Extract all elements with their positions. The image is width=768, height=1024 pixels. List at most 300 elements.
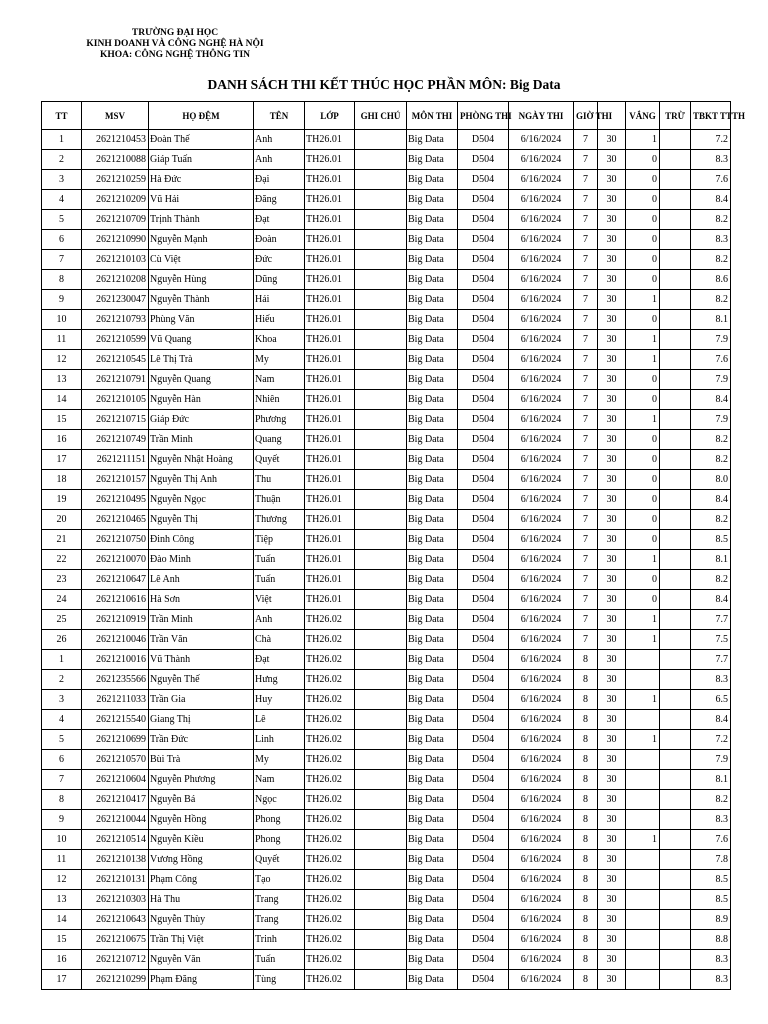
cell-ghi-chu [355, 450, 407, 470]
cell-tru [660, 930, 691, 950]
cell-tru [660, 230, 691, 250]
table-row [42, 470, 731, 490]
cell-phong-thi: D504 [458, 810, 509, 830]
table-row [42, 350, 731, 370]
cell-ho-dem: Vũ Quang [149, 330, 254, 350]
cell-ghi-chu [355, 930, 407, 950]
cell-ghi-chu [355, 410, 407, 430]
cell-mon-thi: Big Data [407, 850, 458, 870]
table-row [42, 510, 731, 530]
cell-ngay-thi: 6/16/2024 [509, 470, 574, 490]
cell-ho-dem: Vương Hồng [149, 850, 254, 870]
table-row [42, 250, 731, 270]
cell-tt: 11 [42, 330, 82, 350]
cell-ngay-thi: 6/16/2024 [509, 370, 574, 390]
cell-mon-thi: Big Data [407, 670, 458, 690]
cell-ghi-chu [355, 490, 407, 510]
cell-gio-thi: 7 [574, 170, 598, 190]
cell-msv: 2621210791 [82, 370, 149, 390]
table-row [42, 650, 731, 670]
cell-ngay-thi: 6/16/2024 [509, 310, 574, 330]
cell-ten: Phong [254, 830, 305, 850]
cell-vang [626, 910, 660, 930]
cell-tt: 17 [42, 970, 82, 990]
cell-ten: Nam [254, 370, 305, 390]
cell-lop: TH26.01 [305, 170, 355, 190]
cell-ho-dem: Nguyễn Hùng [149, 270, 254, 290]
cell-lop: TH26.01 [305, 530, 355, 550]
cell-tru [660, 130, 691, 150]
cell-ghi-chu [355, 890, 407, 910]
cell-phong-thi: D504 [458, 870, 509, 890]
cell-lop: TH26.01 [305, 250, 355, 270]
cell-msv: 2621210750 [82, 530, 149, 550]
cell-msv: 2621210299 [82, 970, 149, 990]
table-header-row [42, 102, 731, 130]
column-header-ho-dem: HỌ ĐỆM [149, 102, 254, 130]
cell-tt: 15 [42, 930, 82, 950]
cell-lop: TH26.02 [305, 750, 355, 770]
cell-vang [626, 850, 660, 870]
cell-msv: 2621210103 [82, 250, 149, 270]
cell-lop: TH26.02 [305, 670, 355, 690]
cell-gio-thi: 8 [574, 690, 598, 710]
cell-ten: Anh [254, 150, 305, 170]
cell-gio-thi: 7 [574, 150, 598, 170]
cell-ngay-thi: 6/16/2024 [509, 750, 574, 770]
cell-tt: 14 [42, 910, 82, 930]
cell-msv: 2621210131 [82, 870, 149, 890]
cell-lop: TH26.02 [305, 710, 355, 730]
cell-ten: My [254, 750, 305, 770]
table-row [42, 150, 731, 170]
cell-lop: TH26.02 [305, 610, 355, 630]
cell-ho-dem: Nguyễn Mạnh [149, 230, 254, 250]
cell-ghi-chu [355, 710, 407, 730]
cell-vang [626, 770, 660, 790]
cell-phong-thi: D504 [458, 830, 509, 850]
cell-tbkt-ttth: 8.2 [691, 570, 731, 590]
cell-phut-thi: 30 [598, 190, 626, 210]
cell-tru [660, 530, 691, 550]
cell-tru [660, 450, 691, 470]
cell-ghi-chu [355, 350, 407, 370]
cell-ten: Đức [254, 250, 305, 270]
cell-ghi-chu [355, 730, 407, 750]
cell-tru [660, 610, 691, 630]
cell-phong-thi: D504 [458, 170, 509, 190]
document-title: DANH SÁCH THI KẾT THÚC HỌC PHẦN MÔN: Big Data [207, 77, 561, 92]
cell-ten: Tạo [254, 870, 305, 890]
cell-phut-thi: 30 [598, 310, 626, 330]
cell-tt: 26 [42, 630, 82, 650]
cell-ho-dem: Nguyễn Văn [149, 950, 254, 970]
cell-phong-thi: D504 [458, 410, 509, 430]
cell-phong-thi: D504 [458, 630, 509, 650]
cell-ho-dem: Nguyễn Hồng [149, 810, 254, 830]
column-header-vang: VẮNG [626, 102, 660, 130]
cell-mon-thi: Big Data [407, 350, 458, 370]
cell-mon-thi: Big Data [407, 830, 458, 850]
cell-phut-thi: 30 [598, 850, 626, 870]
cell-vang: 0 [626, 430, 660, 450]
cell-tbkt-ttth: 8.3 [691, 810, 731, 830]
cell-tru [660, 270, 691, 290]
table-row [42, 570, 731, 590]
cell-vang: 0 [626, 510, 660, 530]
cell-tt: 16 [42, 430, 82, 450]
cell-ho-dem: Trần Đức [149, 730, 254, 750]
cell-ten: Phương [254, 410, 305, 430]
cell-vang: 1 [626, 550, 660, 570]
cell-ten: Tuấn [254, 550, 305, 570]
cell-tru [660, 750, 691, 770]
table-row [42, 230, 731, 250]
cell-ngay-thi: 6/16/2024 [509, 390, 574, 410]
cell-mon-thi: Big Data [407, 690, 458, 710]
cell-ngay-thi: 6/16/2024 [509, 530, 574, 550]
cell-msv: 2621210643 [82, 910, 149, 930]
cell-ho-dem: Nguyễn Ngọc [149, 490, 254, 510]
cell-tt: 2 [42, 670, 82, 690]
cell-tbkt-ttth: 7.8 [691, 850, 731, 870]
cell-tt: 1 [42, 130, 82, 150]
cell-msv: 2621210675 [82, 930, 149, 950]
cell-vang [626, 970, 660, 990]
cell-lop: TH26.02 [305, 630, 355, 650]
cell-ho-dem: Phạm Đăng [149, 970, 254, 990]
cell-tbkt-ttth: 8.8 [691, 930, 731, 950]
cell-tt: 7 [42, 250, 82, 270]
cell-mon-thi: Big Data [407, 310, 458, 330]
cell-tru [660, 650, 691, 670]
cell-lop: TH26.02 [305, 850, 355, 870]
column-header-phong-thi: PHÒNG THI [458, 102, 509, 130]
cell-gio-thi: 7 [574, 390, 598, 410]
cell-ngay-thi: 6/16/2024 [509, 670, 574, 690]
cell-ngay-thi: 6/16/2024 [509, 490, 574, 510]
table-row [42, 810, 731, 830]
cell-vang: 1 [626, 730, 660, 750]
cell-phut-thi: 30 [598, 790, 626, 810]
cell-ten: Ngọc [254, 790, 305, 810]
cell-gio-thi: 7 [574, 530, 598, 550]
table-row [42, 830, 731, 850]
cell-tru [660, 210, 691, 230]
cell-gio-thi: 8 [574, 930, 598, 950]
cell-phong-thi: D504 [458, 690, 509, 710]
cell-phut-thi: 30 [598, 750, 626, 770]
cell-msv: 2621210514 [82, 830, 149, 850]
cell-phut-thi: 30 [598, 570, 626, 590]
cell-lop: TH26.01 [305, 470, 355, 490]
cell-tt: 9 [42, 810, 82, 830]
cell-gio-thi: 8 [574, 750, 598, 770]
cell-ghi-chu [355, 230, 407, 250]
cell-tru [660, 630, 691, 650]
cell-vang [626, 950, 660, 970]
cell-mon-thi: Big Data [407, 150, 458, 170]
cell-phut-thi: 30 [598, 630, 626, 650]
cell-msv: 2621210616 [82, 590, 149, 610]
cell-ghi-chu [355, 610, 407, 630]
cell-phong-thi: D504 [458, 550, 509, 570]
cell-tbkt-ttth: 8.3 [691, 670, 731, 690]
cell-tru [660, 350, 691, 370]
cell-ho-dem: Nguyễn Thị [149, 510, 254, 530]
cell-ho-dem: Vũ Thành [149, 650, 254, 670]
cell-phut-thi: 30 [598, 290, 626, 310]
cell-ngay-thi: 6/16/2024 [509, 770, 574, 790]
cell-phut-thi: 30 [598, 150, 626, 170]
cell-msv: 2621210016 [82, 650, 149, 670]
cell-ten: Huy [254, 690, 305, 710]
cell-lop: TH26.01 [305, 130, 355, 150]
cell-ho-dem: Trịnh Thành [149, 210, 254, 230]
cell-mon-thi: Big Data [407, 930, 458, 950]
cell-tt: 3 [42, 170, 82, 190]
cell-mon-thi: Big Data [407, 250, 458, 270]
cell-phut-thi: 30 [598, 670, 626, 690]
cell-msv: 2621210990 [82, 230, 149, 250]
cell-mon-thi: Big Data [407, 790, 458, 810]
cell-ho-dem: Trần Minh [149, 610, 254, 630]
cell-ten: Dũng [254, 270, 305, 290]
cell-lop: TH26.01 [305, 230, 355, 250]
cell-ngay-thi: 6/16/2024 [509, 850, 574, 870]
cell-ngay-thi: 6/16/2024 [509, 210, 574, 230]
cell-tt: 21 [42, 530, 82, 550]
cell-lop: TH26.02 [305, 890, 355, 910]
cell-vang [626, 650, 660, 670]
table-body [42, 130, 731, 990]
cell-tt: 8 [42, 270, 82, 290]
cell-mon-thi: Big Data [407, 630, 458, 650]
cell-phut-thi: 30 [598, 250, 626, 270]
cell-ho-dem: Cù Việt [149, 250, 254, 270]
cell-vang: 1 [626, 290, 660, 310]
cell-tbkt-ttth: 8.2 [691, 510, 731, 530]
table-row [42, 770, 731, 790]
cell-gio-thi: 8 [574, 790, 598, 810]
cell-gio-thi: 8 [574, 730, 598, 750]
cell-phut-thi: 30 [598, 390, 626, 410]
cell-ho-dem: Đinh Công [149, 530, 254, 550]
cell-ghi-chu [355, 650, 407, 670]
cell-ghi-chu [355, 630, 407, 650]
cell-gio-thi: 7 [574, 590, 598, 610]
cell-gio-thi: 7 [574, 310, 598, 330]
cell-phong-thi: D504 [458, 650, 509, 670]
cell-mon-thi: Big Data [407, 910, 458, 930]
cell-ghi-chu [355, 590, 407, 610]
cell-ghi-chu [355, 250, 407, 270]
cell-tbkt-ttth: 7.9 [691, 410, 731, 430]
cell-tru [660, 310, 691, 330]
cell-lop: TH26.01 [305, 330, 355, 350]
table-row [42, 590, 731, 610]
cell-tt: 10 [42, 310, 82, 330]
table-row [42, 450, 731, 470]
cell-vang: 0 [626, 490, 660, 510]
cell-ngay-thi: 6/16/2024 [509, 910, 574, 930]
cell-phong-thi: D504 [458, 850, 509, 870]
cell-ho-dem: Nguyễn Thùy [149, 910, 254, 930]
cell-lop: TH26.02 [305, 650, 355, 670]
cell-ngay-thi: 6/16/2024 [509, 590, 574, 610]
cell-tru [660, 670, 691, 690]
cell-mon-thi: Big Data [407, 510, 458, 530]
cell-ten: Đăng [254, 190, 305, 210]
cell-mon-thi: Big Data [407, 770, 458, 790]
cell-mon-thi: Big Data [407, 230, 458, 250]
cell-ten: Linh [254, 730, 305, 750]
table-row [42, 950, 731, 970]
cell-msv: 2621210709 [82, 210, 149, 230]
column-header-ten: TÊN [254, 102, 305, 130]
cell-tbkt-ttth: 8.4 [691, 390, 731, 410]
cell-ghi-chu [355, 510, 407, 530]
institution-header [60, 28, 290, 61]
cell-tt: 14 [42, 390, 82, 410]
column-header-lop: LỚP [305, 102, 355, 130]
cell-tbkt-ttth: 8.5 [691, 530, 731, 550]
cell-ho-dem: Giáp Đức [149, 410, 254, 430]
cell-ngay-thi: 6/16/2024 [509, 230, 574, 250]
table-row [42, 710, 731, 730]
cell-ghi-chu [355, 430, 407, 450]
cell-lop: TH26.02 [305, 790, 355, 810]
cell-msv: 2621210105 [82, 390, 149, 410]
cell-ghi-chu [355, 130, 407, 150]
cell-phong-thi: D504 [458, 310, 509, 330]
cell-vang [626, 890, 660, 910]
cell-lop: TH26.02 [305, 930, 355, 950]
cell-ten: Tùng [254, 970, 305, 990]
cell-mon-thi: Big Data [407, 370, 458, 390]
cell-lop: TH26.01 [305, 510, 355, 530]
cell-phut-thi: 30 [598, 450, 626, 470]
cell-phong-thi: D504 [458, 130, 509, 150]
cell-msv: 2621210712 [82, 950, 149, 970]
cell-gio-thi: 8 [574, 650, 598, 670]
table-row [42, 530, 731, 550]
cell-vang: 1 [626, 330, 660, 350]
cell-tbkt-ttth: 8.3 [691, 150, 731, 170]
cell-ho-dem: Trần Gia [149, 690, 254, 710]
cell-tt: 7 [42, 770, 82, 790]
cell-phut-thi: 30 [598, 830, 626, 850]
cell-msv: 2621211151 [82, 450, 149, 470]
cell-ten: Trinh [254, 930, 305, 950]
cell-tru [660, 390, 691, 410]
column-header-gio-thi: GIỜ THI [574, 102, 598, 130]
cell-ngay-thi: 6/16/2024 [509, 250, 574, 270]
cell-msv: 2621210599 [82, 330, 149, 350]
cell-tru [660, 490, 691, 510]
cell-msv: 2621210209 [82, 190, 149, 210]
cell-mon-thi: Big Data [407, 730, 458, 750]
cell-tt: 15 [42, 410, 82, 430]
cell-ngay-thi: 6/16/2024 [509, 330, 574, 350]
cell-phut-thi: 30 [598, 650, 626, 670]
cell-ghi-chu [355, 290, 407, 310]
cell-lop: TH26.01 [305, 210, 355, 230]
cell-ngay-thi: 6/16/2024 [509, 690, 574, 710]
cell-tt: 17 [42, 450, 82, 470]
cell-msv: 2621211033 [82, 690, 149, 710]
cell-gio-thi: 7 [574, 630, 598, 650]
cell-ho-dem: Nguyễn Phương [149, 770, 254, 790]
cell-msv: 2621210259 [82, 170, 149, 190]
cell-tru [660, 190, 691, 210]
cell-ten: Trang [254, 910, 305, 930]
cell-mon-thi: Big Data [407, 450, 458, 470]
cell-mon-thi: Big Data [407, 470, 458, 490]
cell-tt: 12 [42, 870, 82, 890]
cell-ghi-chu [355, 770, 407, 790]
cell-ngay-thi: 6/16/2024 [509, 790, 574, 810]
table-row [42, 270, 731, 290]
cell-phut-thi: 30 [598, 230, 626, 250]
cell-mon-thi: Big Data [407, 210, 458, 230]
university-full-name: KINH DOANH VÀ CÔNG NGHỆ HÀ NỘI [86, 39, 264, 49]
cell-ngay-thi: 6/16/2024 [509, 650, 574, 670]
cell-lop: TH26.02 [305, 810, 355, 830]
cell-tru [660, 510, 691, 530]
cell-ghi-chu [355, 310, 407, 330]
cell-ho-dem: Trần Minh [149, 430, 254, 450]
cell-ho-dem: Hà Sơn [149, 590, 254, 610]
cell-gio-thi: 7 [574, 330, 598, 350]
cell-phong-thi: D504 [458, 590, 509, 610]
cell-phong-thi: D504 [458, 910, 509, 930]
cell-phong-thi: D504 [458, 490, 509, 510]
cell-lop: TH26.02 [305, 910, 355, 930]
cell-ten: My [254, 350, 305, 370]
cell-phut-thi: 30 [598, 890, 626, 910]
cell-vang [626, 790, 660, 810]
cell-phong-thi: D504 [458, 930, 509, 950]
cell-phong-thi: D504 [458, 710, 509, 730]
cell-ngay-thi: 6/16/2024 [509, 190, 574, 210]
cell-vang: 0 [626, 570, 660, 590]
cell-ghi-chu [355, 570, 407, 590]
cell-vang: 1 [626, 130, 660, 150]
cell-phut-thi: 30 [598, 130, 626, 150]
cell-vang: 0 [626, 390, 660, 410]
cell-gio-thi: 8 [574, 870, 598, 890]
cell-ten: Đạt [254, 650, 305, 670]
cell-ten: Quyết [254, 850, 305, 870]
cell-vang [626, 670, 660, 690]
cell-ngay-thi: 6/16/2024 [509, 570, 574, 590]
cell-ten: Hải [254, 290, 305, 310]
cell-ho-dem: Lê Anh [149, 570, 254, 590]
cell-tbkt-ttth: 8.4 [691, 490, 731, 510]
cell-tru [660, 170, 691, 190]
cell-phong-thi: D504 [458, 770, 509, 790]
university-name: TRƯỜNG ĐẠI HỌC [131, 28, 219, 38]
cell-phut-thi: 30 [598, 950, 626, 970]
cell-ghi-chu [355, 210, 407, 230]
cell-gio-thi: 7 [574, 610, 598, 630]
cell-tt: 5 [42, 730, 82, 750]
cell-ngay-thi: 6/16/2024 [509, 630, 574, 650]
cell-phut-thi: 30 [598, 730, 626, 750]
cell-phut-thi: 30 [598, 270, 626, 290]
cell-ho-dem: Hà Thu [149, 890, 254, 910]
